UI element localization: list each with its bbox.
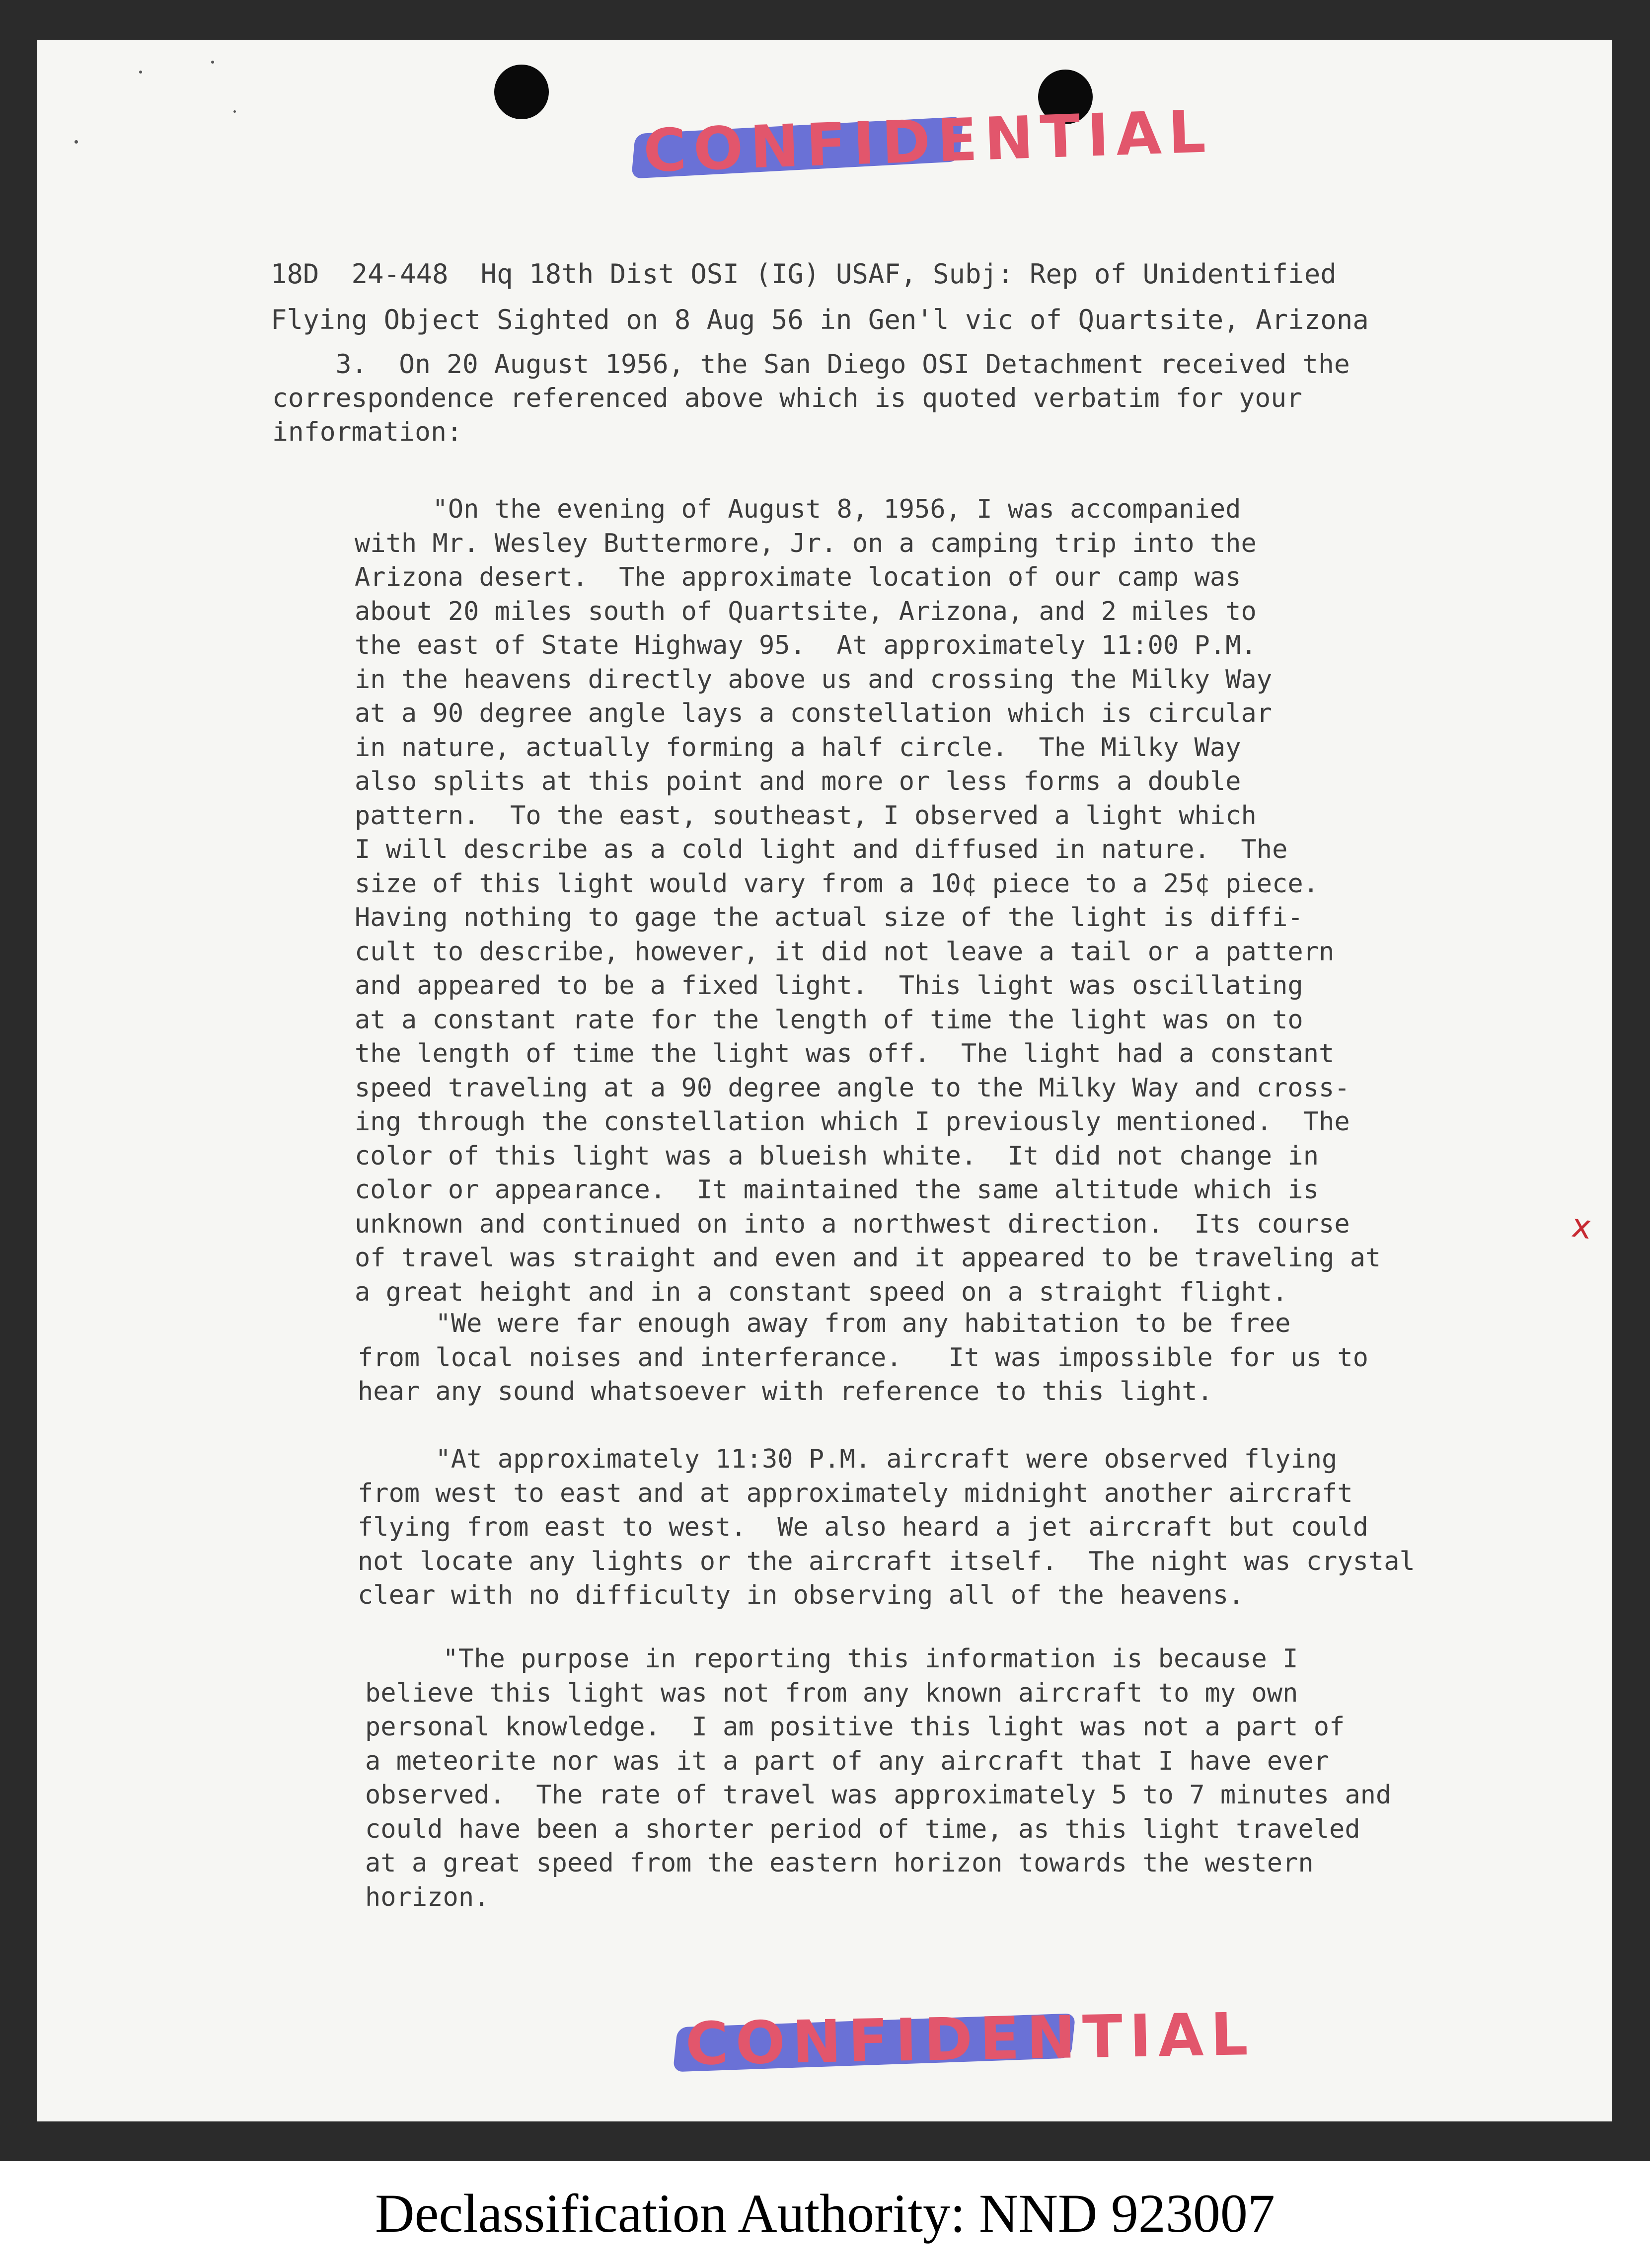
declassification-caption: Declassification Authority: NND 923007 (375, 2183, 1275, 2244)
paper-speck (139, 71, 142, 74)
header-line-2: Flying Object Sighted on 8 Aug 56 in Gen'l vic of Quartsite, Arizona (271, 304, 1369, 335)
paper-speck (233, 110, 236, 113)
stamp-text: CONFIDENTIAL (642, 97, 1214, 185)
stamp-text: CONFIDENTIAL (684, 2000, 1256, 2078)
quoted-paragraph-2: "We were far enough away from any habitation to be free from local noises and interferance. It was impossible for us to hear any sound whatsoever with reference to this light. (358, 1309, 1368, 1407)
header-line-1: 18D 24-448 Hq 18th Dist OSI (IG) USAF, Subj: Rep of Unidentified (271, 258, 1337, 290)
quoted-paragraph-3: "At approximately 11:30 P.M. aircraft were observed flying from west to east and at approximately midnight another aircraft flying from east to west. We also heard a jet aircraft but could not locate any lights or the aircraft itself. The night was crystal clear with no difficulty in observing all of the heavens. (358, 1444, 1415, 1610)
margin-check-mark: x (1569, 1206, 1594, 1247)
paper-speck (75, 140, 78, 144)
paragraph-3: 3. On 20 August 1956, the San Diego OSI Detachment received the correspondence referenced above which is quoted verbatim for your information: (272, 349, 1350, 447)
document-header (271, 251, 1369, 343)
paper-speck (211, 61, 214, 64)
quoted-paragraph-4: "The purpose in reporting this information is because I believe this light was not from any known aircraft to my own personal knowledge. I am positive this light was not a part of a meteorite nor was it a part of any aircraft that I have ever observed. The rate of travel was approximately 5 to 7 minutes and could have been a shorter period of time, as this light traveled at a great speed from the eastern horizon towards the western horizon. (365, 1644, 1392, 1912)
quoted-paragraph-1: "On the evening of August 8, 1956, I was accompanied with Mr. Wesley Buttermore, Jr. on a camping trip into the Arizona desert. The approximate location of our camp was about 20 miles south of Quartsite, Arizona, and 2 miles to the east of State Highway 95. At approximately 11:00 P.M. in the heavens directly above us and crossing the Milky Way at a 90 degree angle lays a constellation which is circular in nature, actually forming a half circle. The Milky Way also splits at this point and more or less forms a double pattern. To the east, southeast, I observed a light which I will describe as a cold light and diffused in nature. The size of this light would vary from a 10¢ piece to a 25¢ piece. Having nothing to gage the actual size of the light is diffi- cult to describe, however, it did not leave a tail or a pattern and appeared to be a fixed light. This light was oscillating at a constant rate for the length of time the light was on to the length of time the light was off. The light had a constant speed traveling at a 90 degree angle to the Milky Way and cross- ing through the constellation which I previously mentioned. The color of this light was a blueish white. It did not change in color or appearance. It maintained the same altitude which is unknown and continued on into a northwest direction. Its course of travel was straight and even and it appeared to be traveling at a great height and in a constant speed on a straight flight. (355, 494, 1381, 1307)
punch-hole-left (494, 65, 549, 119)
confidential-stamp-bottom (684, 2000, 1256, 2078)
